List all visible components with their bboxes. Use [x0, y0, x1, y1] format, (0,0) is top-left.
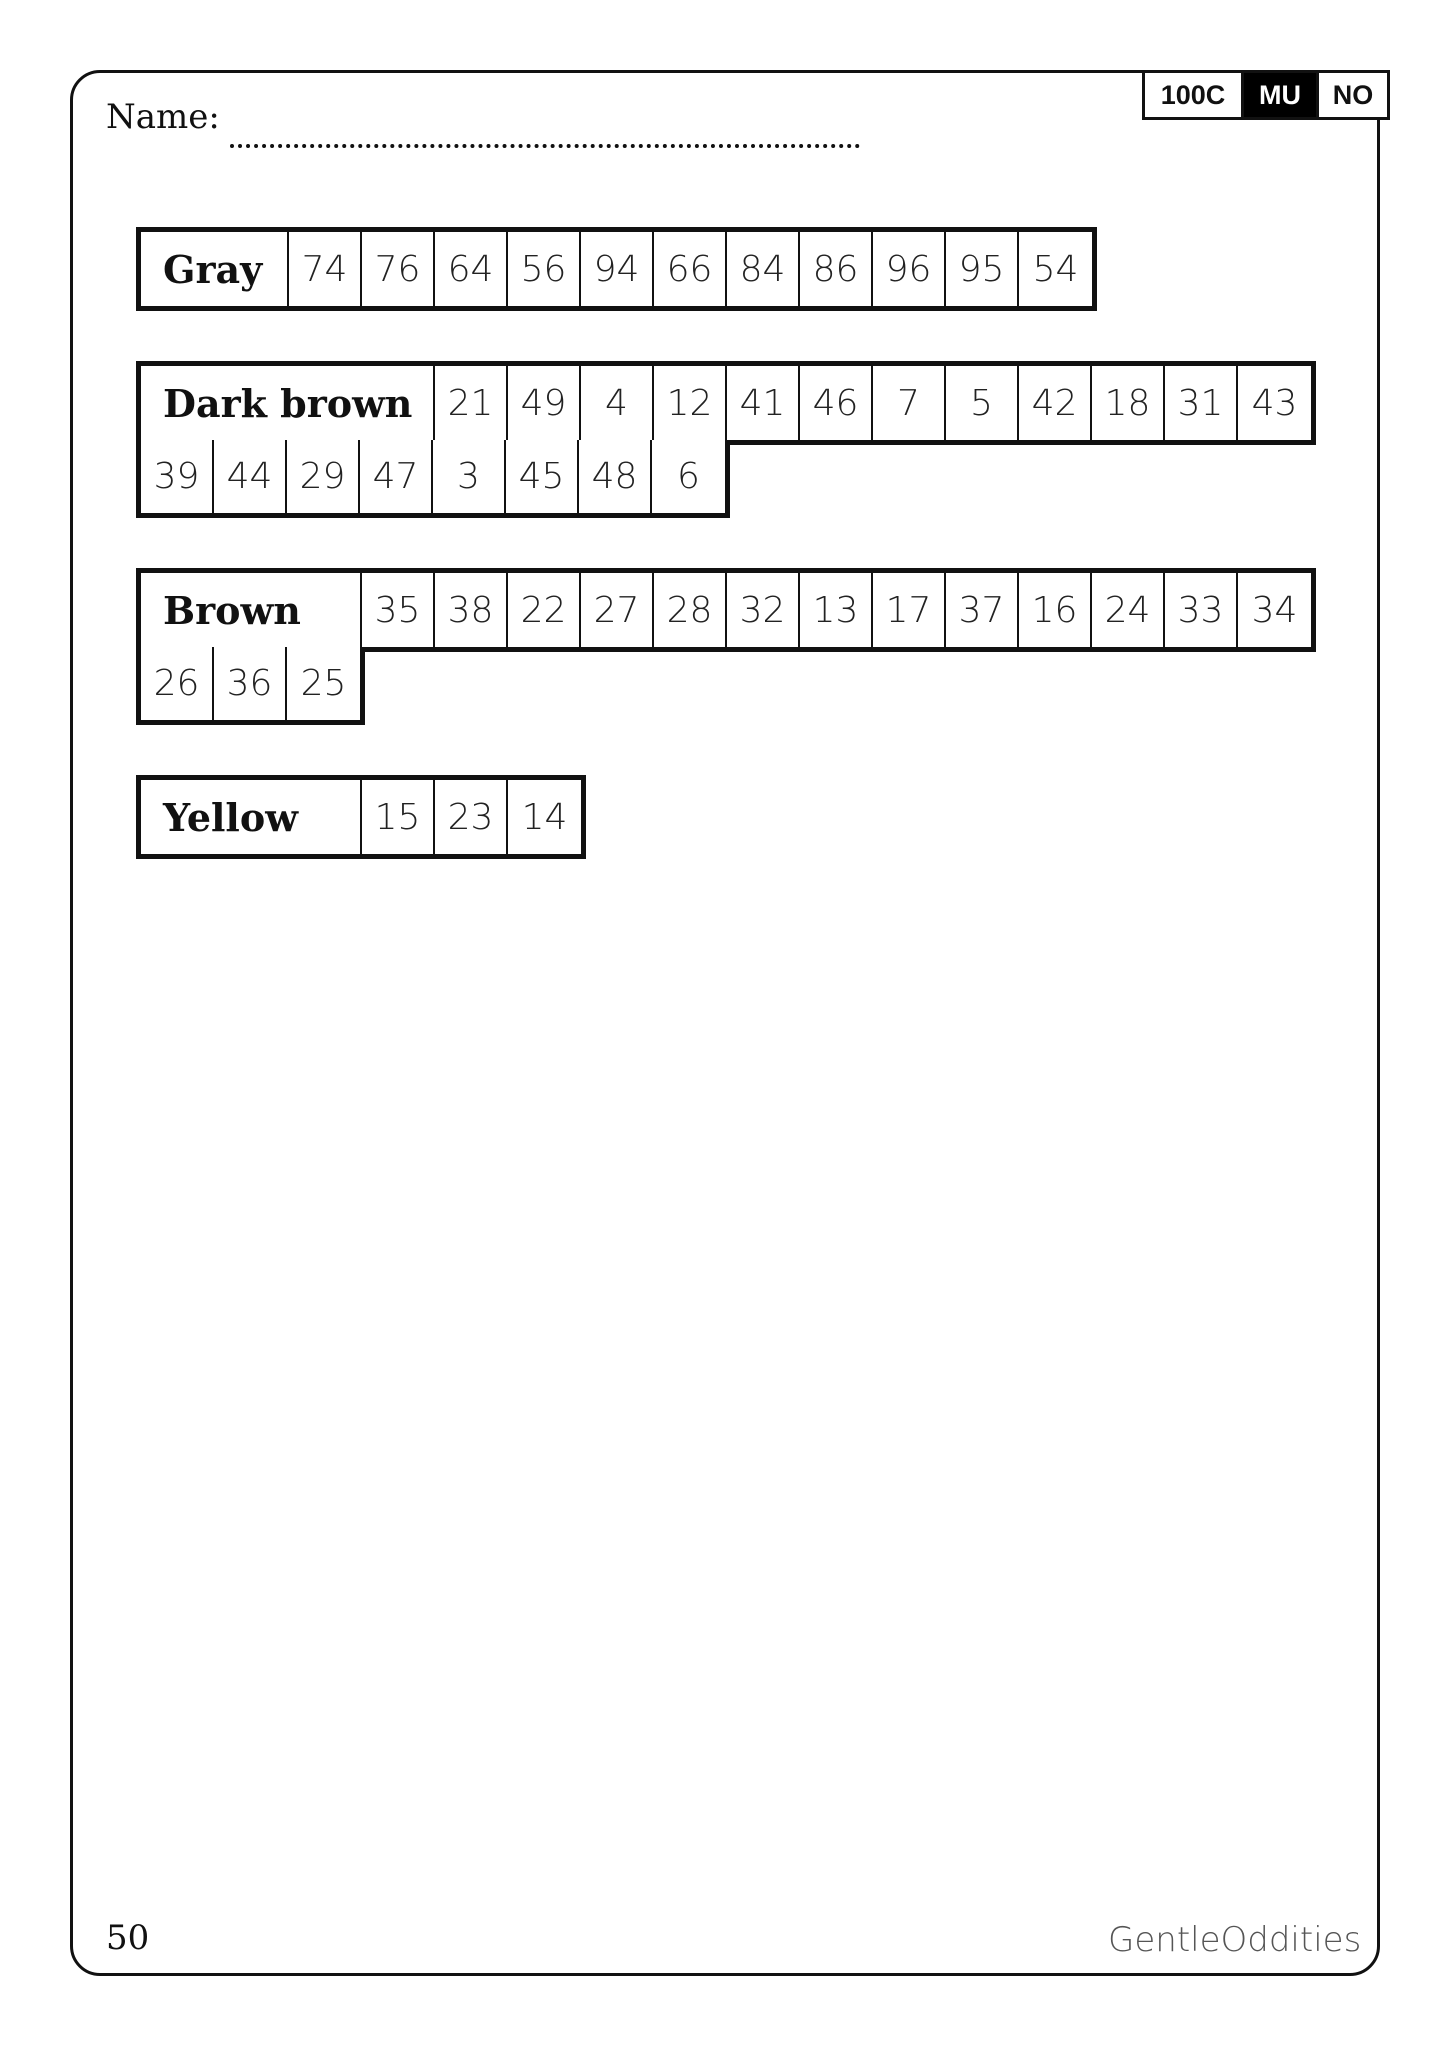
number-cell: 96 [873, 232, 946, 306]
number-cell: 7 [873, 366, 946, 440]
number-cell: 23 [435, 780, 508, 854]
number-cell: 43 [1251, 382, 1298, 424]
number-cell: 18 [1092, 366, 1165, 440]
number-cell: 32 [727, 573, 800, 647]
group-dark-brown-row-2 [136, 440, 730, 518]
level-badges [1142, 70, 1390, 120]
number-cell: 95 [946, 232, 1019, 306]
number-cell: 46 [800, 366, 873, 440]
number-cell: 26 [141, 647, 214, 720]
number-cell: 47 [360, 440, 433, 513]
group-dark-brown-row-1 [136, 361, 1316, 445]
number-cell: 74 [289, 232, 362, 306]
number-cell: 33 [1165, 573, 1238, 647]
number-cell: 3 [433, 440, 506, 513]
group-brown-row-2 [136, 647, 365, 725]
group-label: Gray [141, 232, 289, 306]
number-cell: 64 [435, 232, 508, 306]
number-cell: 45 [506, 440, 579, 513]
number-cell: 12 [654, 366, 727, 440]
number-cell: 86 [800, 232, 873, 306]
number-cell: 54 [1032, 248, 1079, 290]
number-cell: 22 [508, 573, 581, 647]
number-cell: 94 [581, 232, 654, 306]
number-cell: 56 [508, 232, 581, 306]
number-cell: 66 [654, 232, 727, 306]
number-cell: 5 [946, 366, 1019, 440]
number-cell: 28 [654, 573, 727, 647]
number-cell: 39 [141, 440, 214, 513]
number-cell: 17 [873, 573, 946, 647]
name-field[interactable] [230, 108, 860, 148]
number-cell: 34 [1251, 589, 1298, 631]
number-cell: 44 [214, 440, 287, 513]
name-label: Name: [106, 97, 220, 137]
number-cell: 37 [946, 573, 1019, 647]
number-cell: 6 [677, 456, 700, 497]
number-cell: 49 [508, 366, 581, 440]
badge-mu: MU [1244, 73, 1316, 117]
number-cell: 25 [300, 663, 347, 704]
group-label: Dark brown [141, 366, 435, 440]
number-cell: 31 [1165, 366, 1238, 440]
number-cell: 36 [214, 647, 287, 720]
badge-100c: 100C [1145, 73, 1244, 117]
brand-logo: GentleOddities [1108, 1920, 1362, 1960]
group-yellow-row-1 [136, 775, 586, 859]
number-cell: 21 [435, 366, 508, 440]
group-label: Brown [141, 573, 362, 647]
number-cell: 38 [435, 573, 508, 647]
page-number: 50 [106, 1918, 150, 1958]
number-cell: 13 [800, 573, 873, 647]
page-frame [70, 70, 1380, 1976]
number-cell: 84 [727, 232, 800, 306]
number-cell: 14 [521, 796, 568, 838]
number-cell: 29 [287, 440, 360, 513]
badge-no: NO [1316, 73, 1387, 117]
number-cell: 48 [579, 440, 652, 513]
group-brown-row-1 [136, 568, 1316, 652]
number-cell: 4 [581, 366, 654, 440]
group-gray-row-1 [136, 227, 1097, 311]
number-cell: 24 [1092, 573, 1165, 647]
number-cell: 42 [1019, 366, 1092, 440]
number-cell: 27 [581, 573, 654, 647]
group-label: Yellow [141, 780, 362, 854]
number-cell: 41 [727, 366, 800, 440]
number-cell: 15 [362, 780, 435, 854]
number-cell: 16 [1019, 573, 1092, 647]
number-cell: 35 [362, 573, 435, 647]
number-cell: 76 [362, 232, 435, 306]
